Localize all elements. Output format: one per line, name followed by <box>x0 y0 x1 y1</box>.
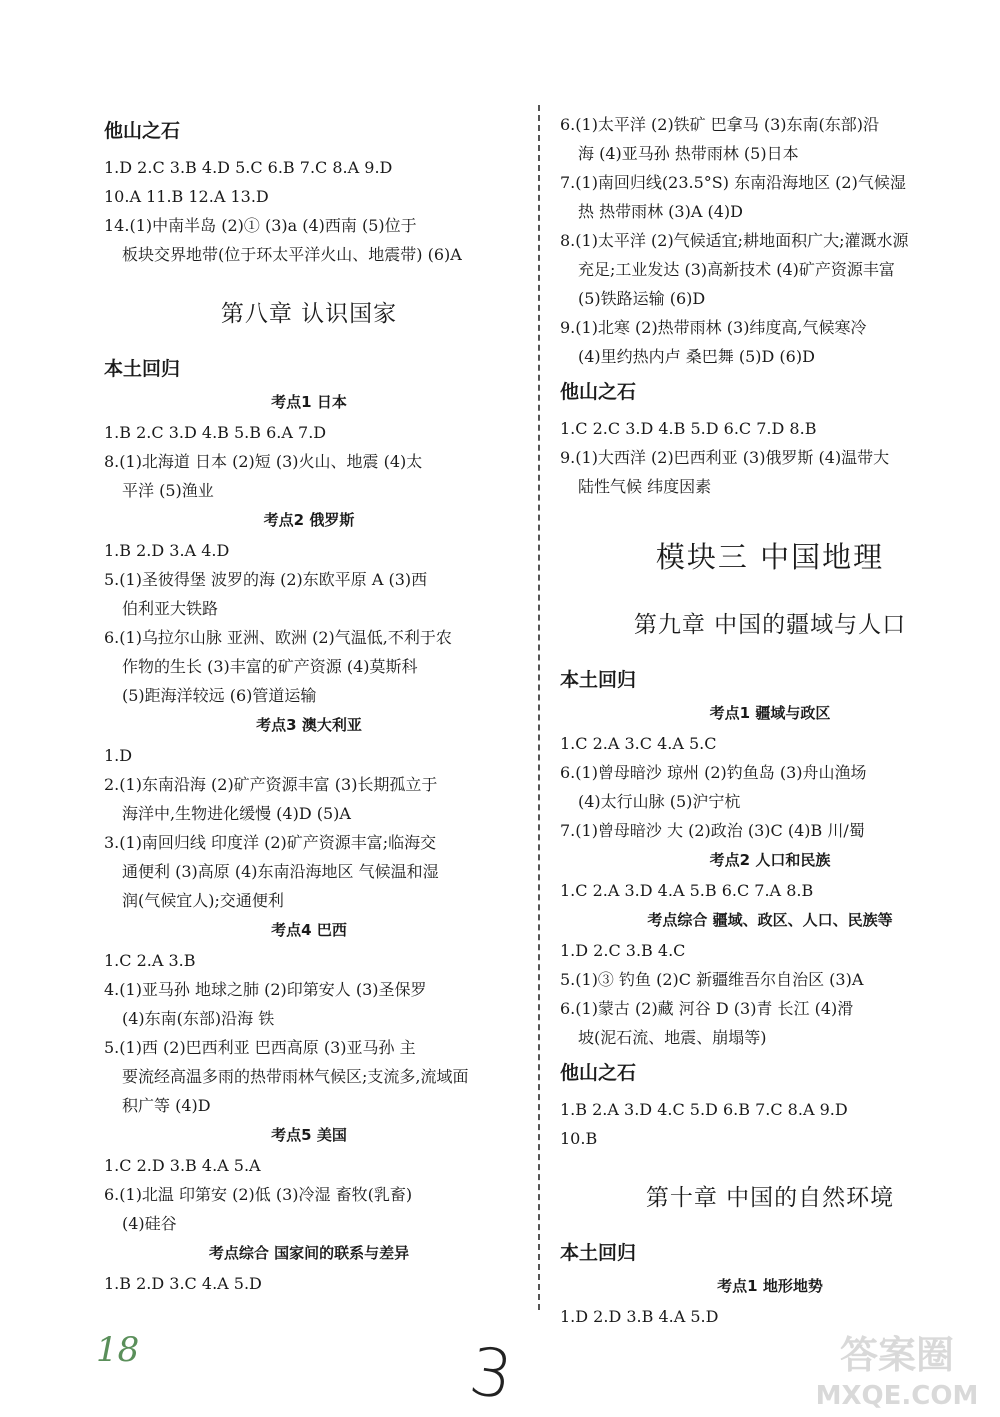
answer-line: 1.B 2.C 3.D 4.B 5.B 6.A 7.D <box>104 423 327 442</box>
topic-heading: 考点2 人口和民族 <box>709 851 831 869</box>
answer-line: 2.(1)东南沿海 (2)矿产资源丰富 (3)长期孤立于 <box>104 775 438 794</box>
answer-line: 1.C 2.C 3.D 4.B 5.D 6.C 7.D 8.B <box>560 419 817 438</box>
answer-line: 6.(1)北温 印第安 (2)低 (3)冷湿 畜牧(乳畜) <box>104 1185 413 1204</box>
answer-line: 1.D 2.C 3.B 4.C <box>560 941 686 960</box>
answer-line: 10.B <box>560 1129 598 1148</box>
section-title: 他山之石 <box>560 1062 637 1084</box>
answer-line: 1.B 2.D 3.A 4.D <box>104 541 230 560</box>
section-title: 他山之石 <box>104 120 181 142</box>
topic-heading: 考点5 美国 <box>271 1126 347 1144</box>
answer-line: 5.(1)西 (2)巴西利亚 巴西高原 (3)亚马孙 主 <box>104 1038 416 1057</box>
topic-heading: 考点1 日本 <box>271 393 347 411</box>
answer-line: 1.D 2.C 3.B 4.D 5.C 6.B 7.C 8.A 9.D <box>104 158 393 177</box>
section-title: 本土回归 <box>560 669 637 691</box>
left-column <box>104 110 514 1298</box>
answer-line: 1.C 2.D 3.B 4.A 5.A <box>104 1156 261 1175</box>
answer-line: 通便利 (3)高原 (4)东南沿海地区 气候温和湿 <box>122 862 439 881</box>
topic-heading: 考点1 地形地势 <box>717 1277 823 1295</box>
svg-text:MXQE.COM: MXQE.COM <box>815 1381 979 1411</box>
column-divider <box>538 105 540 1310</box>
handwritten-mark: 3 <box>464 1332 518 1415</box>
answer-line: 1.D 2.D 3.B 4.A 5.D <box>560 1307 719 1326</box>
answer-line: 1.B 2.D 3.C 4.A 5.D <box>104 1274 262 1293</box>
answer-line: 8.(1)太平洋 (2)气候适宜;耕地面积广大;灌溉水源 <box>560 231 909 250</box>
right-column <box>560 110 980 1331</box>
answer-line: 海洋中,生物进化缓慢 (4)D (5)A <box>122 804 351 823</box>
answer-line: (4)东南(东部)沿海 铁 <box>122 1009 275 1028</box>
answer-line: 9.(1)大西洋 (2)巴西利亚 (3)俄罗斯 (4)温带大 <box>560 448 890 467</box>
answer-line: 7.(1)南回归线(23.5°S) 东南沿海地区 (2)气候湿 <box>560 173 906 192</box>
topic-heading: 考点4 巴西 <box>271 921 347 939</box>
answer-line: 热 热带雨林 (3)A (4)D <box>578 202 743 221</box>
topic-heading: 考点2 俄罗斯 <box>263 511 355 529</box>
answer-line: 伯利亚大铁路 <box>122 599 219 618</box>
answer-line: 6.(1)太平洋 (2)铁矿 巴拿马 (3)东南(东部)沿 <box>560 115 880 134</box>
answer-line: 4.(1)亚马孙 地球之肺 (2)印第安人 (3)圣保罗 <box>104 980 427 999</box>
chapter-heading: 第十章 中国的自然环境 <box>645 1185 895 1211</box>
answer-line: 7.(1)曾母暗沙 大 (2)政治 (3)C (4)B 川/蜀 <box>560 821 865 840</box>
answer-line: (4)里约热内卢 桑巴舞 (5)D (6)D <box>578 347 815 366</box>
answer-line: 润(气候宜人);交通便利 <box>122 891 284 910</box>
answer-line: (4)太行山脉 (5)沪宁杭 <box>578 792 741 811</box>
svg-text:答案圈: 答案圈 <box>839 1333 955 1377</box>
answer-line: 板块交界地带(位于环太平洋火山、地震带) (6)A <box>122 245 462 264</box>
answer-line: (4)硅谷 <box>122 1214 177 1233</box>
answer-line: 要流经高温多雨的热带雨林气候区;支流多,流域面 <box>122 1067 469 1086</box>
answer-line: 1.D <box>104 746 133 765</box>
answer-line: 1.C 2.A 3.C 4.A 5.C <box>560 734 717 753</box>
topic-heading: 考点综合 国家间的联系与差异 <box>208 1244 410 1262</box>
answer-line: 1.B 2.A 3.D 4.C 5.D 6.B 7.C 8.A 9.D <box>560 1100 848 1119</box>
answer-line: 6.(1)蒙古 (2)藏 河谷 D (3)青 长江 (4)滑 <box>560 999 854 1018</box>
answer-line: (5)铁路运输 (6)D <box>578 289 706 308</box>
topic-heading: 考点综合 疆域、政区、人口、民族等 <box>647 911 893 929</box>
answer-line: 1.C 2.A 3.B <box>104 951 196 970</box>
module-heading: 模块三 中国地理 <box>655 540 885 574</box>
answer-line: 5.(1)③ 钓鱼 (2)C 新疆维吾尔自治区 (3)A <box>560 970 864 989</box>
answer-line: 作物的生长 (3)丰富的矿产资源 (4)莫斯科 <box>122 657 418 676</box>
answer-line: 3.(1)南回归线 印度洋 (2)矿产资源丰富;临海交 <box>104 833 437 852</box>
topic-heading: 考点3 澳大利亚 <box>256 716 362 734</box>
answer-line: 6.(1)曾母暗沙 琼州 (2)钓鱼岛 (3)舟山渔场 <box>560 763 867 782</box>
answer-line: 9.(1)北寒 (2)热带雨林 (3)纬度高,气候寒冷 <box>560 318 867 337</box>
answer-line: (5)距海洋较远 (6)管道运输 <box>122 686 317 705</box>
answer-line: 陆性气候 纬度因素 <box>578 477 712 496</box>
answer-line: 5.(1)圣彼得堡 波罗的海 (2)东欧平原 A (3)西 <box>104 570 428 589</box>
chapter-heading: 第九章 中国的疆域与人口 <box>633 612 907 638</box>
section-title: 本土回归 <box>104 358 181 380</box>
answer-line: 充足;工业发达 (3)高新技术 (4)矿产资源丰富 <box>578 260 895 279</box>
watermark-logo <box>802 1320 992 1412</box>
answer-line: 坡(泥石流、地震、崩塌等) <box>578 1028 767 1047</box>
answer-line: 14.(1)中南半岛 (2)① (3)a (4)西南 (5)位于 <box>104 216 417 235</box>
section-title: 本土回归 <box>560 1242 637 1264</box>
answer-line: 积广等 (4)D <box>122 1096 211 1115</box>
section-title: 他山之石 <box>560 381 637 403</box>
answer-line: 海 (4)亚马孙 热带雨林 (5)日本 <box>578 144 799 163</box>
chapter-heading: 第八章 认识国家 <box>220 301 398 327</box>
answer-line: 6.(1)乌拉尔山脉 亚洲、欧洲 (2)气温低,不利于农 <box>104 628 452 647</box>
topic-heading: 考点1 疆域与政区 <box>709 704 831 722</box>
answer-line: 平洋 (5)渔业 <box>122 481 214 500</box>
page-number: 18 <box>96 1330 140 1370</box>
answer-line: 10.A 11.B 12.A 13.D <box>104 187 269 206</box>
answer-line: 8.(1)北海道 日本 (2)短 (3)火山、地震 (4)太 <box>104 452 423 471</box>
answer-line: 1.C 2.A 3.D 4.A 5.B 6.C 7.A 8.B <box>560 881 814 900</box>
